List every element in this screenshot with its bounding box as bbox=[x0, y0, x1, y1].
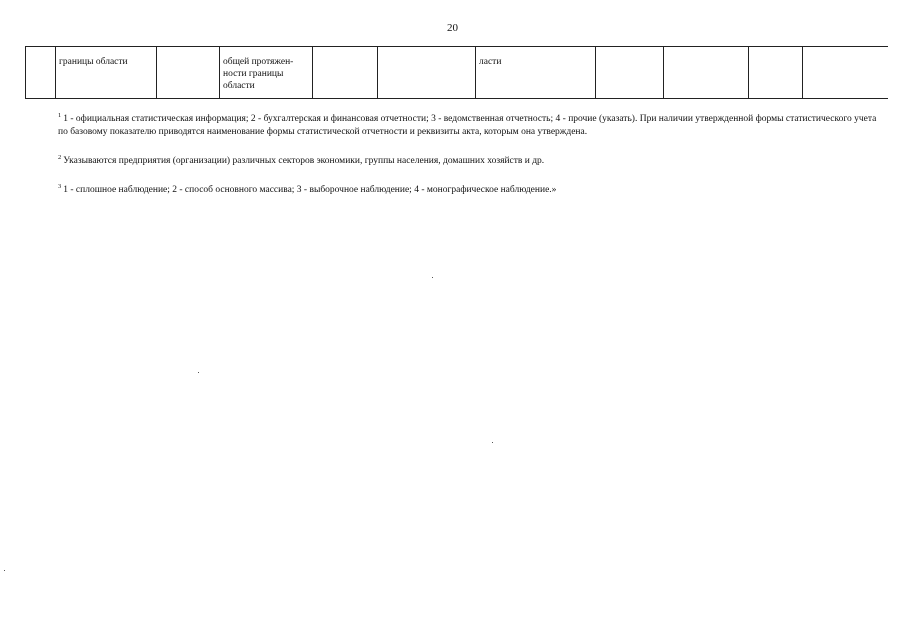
indicator-table bbox=[25, 46, 888, 99]
table-cell bbox=[664, 47, 749, 99]
table-cell bbox=[378, 47, 476, 99]
table-cell bbox=[596, 47, 664, 99]
footnote-text: 1 - сплошное наблюдение; 2 - способ основного массива; 3 - выборочное наблюдение; 4 - монографическое наблюдение.» bbox=[63, 185, 557, 195]
footnote-mark: 2 bbox=[58, 154, 62, 161]
footnote-text: Указываются предприятия (организации) различных секторов экономики, группы населения, домашних хозяйств и др. bbox=[63, 156, 545, 166]
scan-speck bbox=[492, 442, 493, 443]
footnote-mark: 1 bbox=[58, 112, 62, 119]
scan-speck bbox=[198, 372, 199, 373]
footnote-text: 1 - официальная статистическая информация; 2 - бухгалтерская и финансовая отчетности; 3 - ведомственная отчетность; 4 - прочие (указать). При наличии утвержденной формы статистического учета по базовому показателю приводятся наименование формы статистической отчетности и реквизиты акта, которым она утверждена. bbox=[58, 114, 877, 137]
footnote-3 bbox=[30, 180, 880, 197]
table-cell: общей протяжен-ности границы области bbox=[220, 47, 313, 99]
scan-speck bbox=[4, 570, 5, 571]
table-row bbox=[26, 47, 888, 99]
footnote-mark: 3 bbox=[58, 183, 62, 190]
table-cell bbox=[157, 47, 220, 99]
footnote-1 bbox=[30, 109, 880, 139]
table-cell: границы области bbox=[56, 47, 157, 99]
table-cell bbox=[749, 47, 803, 99]
page-number: 20 bbox=[447, 22, 458, 34]
footnote-2 bbox=[30, 151, 880, 168]
table-cell bbox=[803, 47, 888, 99]
scan-speck bbox=[432, 277, 433, 278]
table-cell bbox=[26, 47, 56, 99]
table-cell bbox=[313, 47, 378, 99]
footnotes bbox=[30, 109, 880, 209]
table-cell: ласти bbox=[476, 47, 596, 99]
